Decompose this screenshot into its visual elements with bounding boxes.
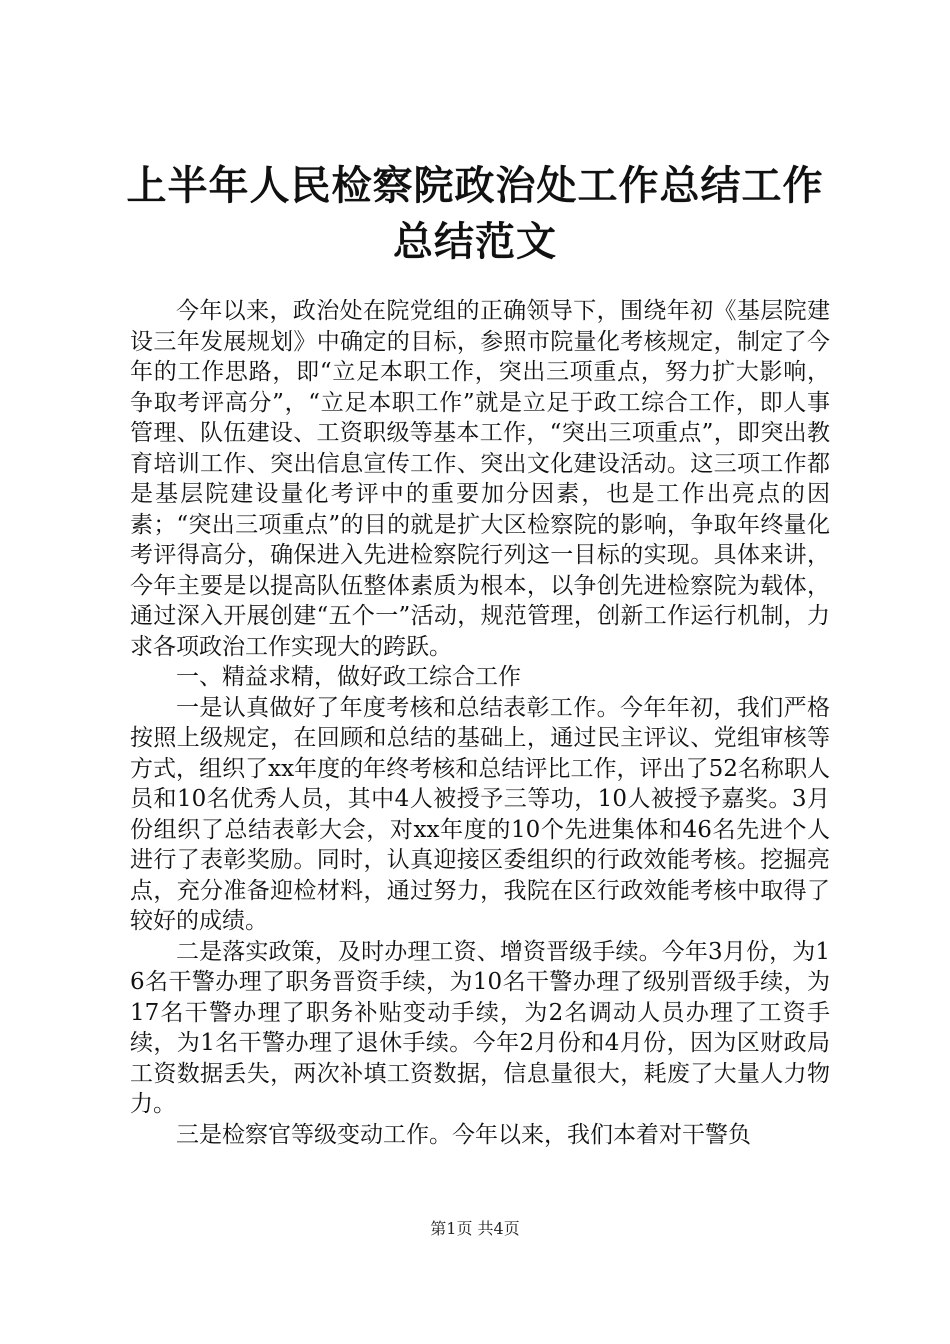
- paragraph-item-one: 一是认真做好了年度考核和总结表彰工作。今年年初，我们严格按照上级规定，在回顾和总结的基础上，通过民主评议、党组审核等方式，组织了xx年度的年终考核和总结评比工作，评出了52名称职人员和10名优秀人员，其中4人被授予三等功，10人被授予嘉奖。3月份组织了总结表彰大会，对xx年度的10个先进集体和46名先进个人进行了表彰奖励。同时，认真迎接区委组织的行政效能考核。挖掘亮点，充分准备迎检材料，通过努力，我院在区行政效能考核中取得了较好的成绩。: [130, 694, 830, 934]
- paragraph-item-two: 二是落实政策，及时办理工资、增资晋级手续。今年3月份，为16名干警办理了职务晋资手续，为10名干警办理了级别晋级手续，为17名干警办理了职务补贴变动手续，为2名调动人员办理了工资手续，为1名干警办理了退休手续。今年2月份和4月份，因为区财政局工资数据丢失，两次补填工资数据，信息量很大，耗废了大量人力物力。: [130, 938, 830, 1117]
- section-heading: 一、精益求精，做好政工综合工作: [176, 664, 521, 690]
- document-body: [130, 296, 830, 1150]
- page-number-footer: 第1页 共4页: [430, 1219, 520, 1238]
- document-title: 上半年人民检察院政治处工作总结工作总结范文: [126, 163, 824, 265]
- paragraph-item-three: 三是检察官等级变动工作。今年以来，我们本着对干警负: [176, 1121, 751, 1148]
- paragraph-intro: 今年以来，政治处在院党组的正确领导下，围绕年初《基层院建设三年发展规划》中确定的目标，参照市院量化考核规定，制定了今年的工作思路，即“立足本职工作，突出三项重点，努力扩大影响，争取考评高分”，“立足本职工作”就是立足于政工综合工作，即人事管理、队伍建设、工资职级等基本工作，“突出三项重点”，即突出教育培训工作、突出信息宣传工作、突出文化建设活动。这三项工作都是基层院建设量化考评中的重要加分因素，也是工作出亮点的因素；“突出三项重点”的目的就是扩大区检察院的影响，争取年终量化考评得高分，确保进入先进检察院行列这一目标的实现。具体来讲，今年主要是以提高队伍整体素质为根本，以争创先进检察院为载体，通过深入开展创建“五个一”活动，规范管理，创新工作运行机制，力求各项政治工作实现大的跨跃。: [130, 298, 830, 660]
